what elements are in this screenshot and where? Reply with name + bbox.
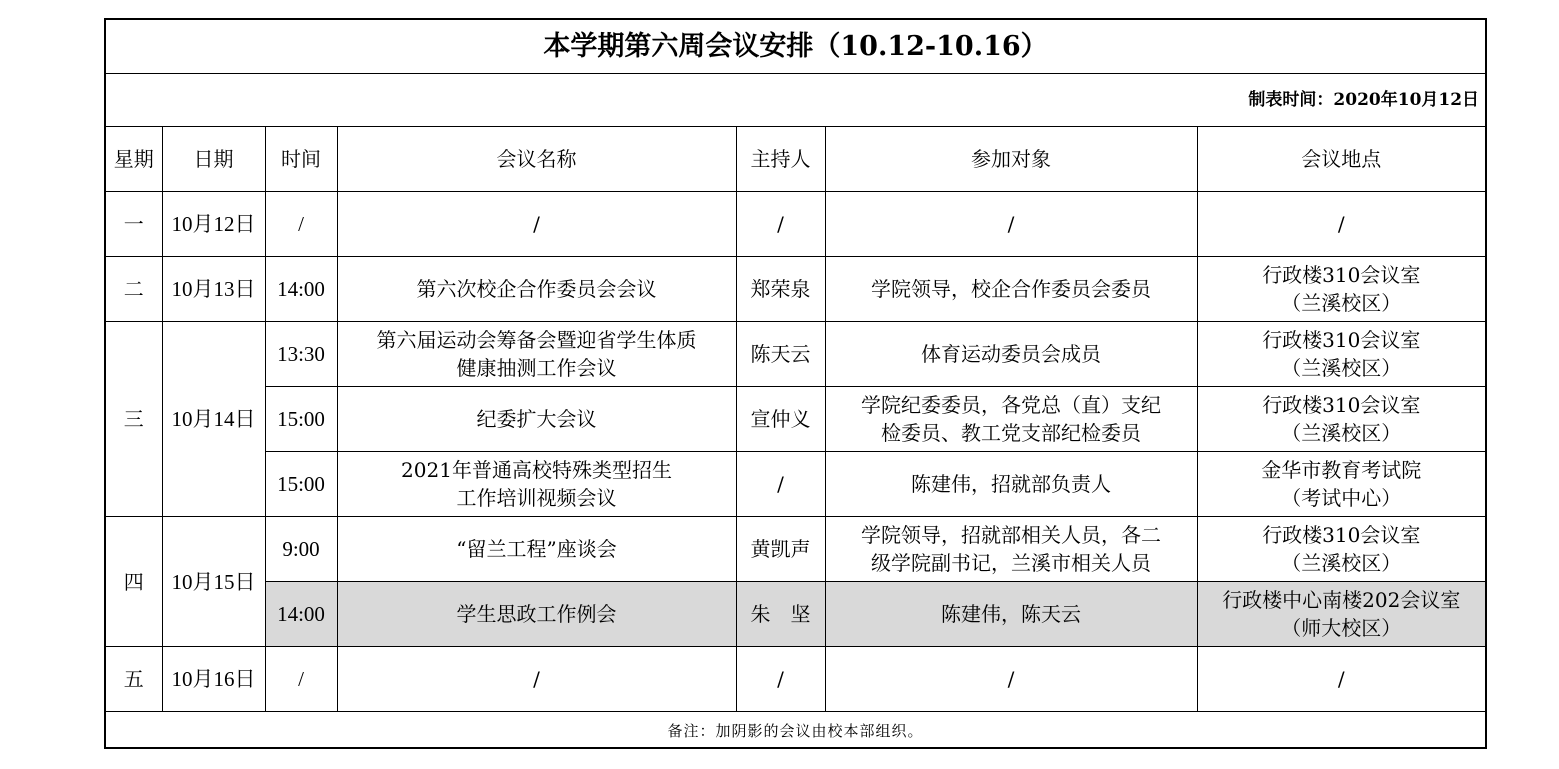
time-cell: /	[265, 192, 337, 257]
time-cell: 14:00	[265, 582, 337, 647]
host-cell: 黄凯声	[736, 517, 825, 582]
header-date: 日期	[162, 127, 265, 192]
host-cell: /	[736, 192, 825, 257]
host-cell: 陈天云	[736, 322, 825, 387]
made-time: 制表时间：2020年10月12日	[106, 74, 1485, 127]
table-row	[106, 322, 1485, 387]
host-cell: /	[736, 452, 825, 517]
attendees-cell: 陈建伟，陈天云	[825, 582, 1197, 647]
schedule-sheet	[104, 18, 1487, 749]
location-cell: 金华市教育考试院 （考试中心）	[1197, 452, 1485, 517]
attendees-cell: /	[825, 647, 1197, 712]
weekday-cell: 一	[106, 192, 162, 257]
table-row	[106, 192, 1485, 257]
time-cell: 9:00	[265, 517, 337, 582]
location-cell: 行政楼310会议室 （兰溪校区）	[1197, 257, 1485, 322]
weekday-cell: 三	[106, 322, 162, 517]
attendees-cell: 学院领导，招就部相关人员，各二 级学院副书记，兰溪市相关人员	[825, 517, 1197, 582]
location-cell: 行政楼310会议室 （兰溪校区）	[1197, 517, 1485, 582]
table-row	[106, 257, 1485, 322]
table-row-shaded	[106, 582, 1485, 647]
weekday-cell: 二	[106, 257, 162, 322]
weekday-cell: 四	[106, 517, 162, 647]
footnote: 备注：加阴影的会议由校本部组织。	[106, 712, 1485, 751]
date-cell: 10月16日	[162, 647, 265, 712]
date-cell: 10月14日	[162, 322, 265, 517]
meeting-table	[106, 20, 1485, 750]
time-cell: /	[265, 647, 337, 712]
table-title: 本学期第六周会议安排（10.12-10.16）	[106, 20, 1485, 74]
time-cell: 15:00	[265, 387, 337, 452]
name-cell: 第六届运动会筹备会暨迎省学生体质 健康抽测工作会议	[337, 322, 736, 387]
header-time: 时间	[265, 127, 337, 192]
header-attendees: 参加对象	[825, 127, 1197, 192]
host-cell: /	[736, 647, 825, 712]
name-cell: 2021年普通高校特殊类型招生 工作培训视频会议	[337, 452, 736, 517]
header-host: 主持人	[736, 127, 825, 192]
name-cell: /	[337, 647, 736, 712]
date-cell: 10月12日	[162, 192, 265, 257]
time-cell: 15:00	[265, 452, 337, 517]
name-cell: 第六次校企合作委员会会议	[337, 257, 736, 322]
table-row	[106, 387, 1485, 452]
name-cell: /	[337, 192, 736, 257]
attendees-cell: 陈建伟，招就部负责人	[825, 452, 1197, 517]
name-cell: “留兰工程”座谈会	[337, 517, 736, 582]
host-cell: 朱 坚	[736, 582, 825, 647]
header-name: 会议名称	[337, 127, 736, 192]
location-cell: 行政楼310会议室 （兰溪校区）	[1197, 387, 1485, 452]
attendees-cell: 学院领导，校企合作委员会委员	[825, 257, 1197, 322]
table-row	[106, 452, 1485, 517]
time-cell: 14:00	[265, 257, 337, 322]
attendees-cell: 体育运动委员会成员	[825, 322, 1197, 387]
table-row	[106, 517, 1485, 582]
name-cell: 学生思政工作例会	[337, 582, 736, 647]
date-cell: 10月15日	[162, 517, 265, 647]
location-cell: 行政楼中心南楼202会议室 （师大校区）	[1197, 582, 1485, 647]
location-cell: /	[1197, 647, 1485, 712]
date-cell: 10月13日	[162, 257, 265, 322]
time-cell: 13:30	[265, 322, 337, 387]
location-cell: 行政楼310会议室 （兰溪校区）	[1197, 322, 1485, 387]
attendees-cell: /	[825, 192, 1197, 257]
host-cell: 宣仲义	[736, 387, 825, 452]
location-cell: /	[1197, 192, 1485, 257]
header-weekday: 星期	[106, 127, 162, 192]
attendees-cell: 学院纪委委员，各党总（直）支纪 检委员、教工党支部纪检委员	[825, 387, 1197, 452]
table-row	[106, 647, 1485, 712]
weekday-cell: 五	[106, 647, 162, 712]
host-cell: 郑荣泉	[736, 257, 825, 322]
header-location: 会议地点	[1197, 127, 1485, 192]
name-cell: 纪委扩大会议	[337, 387, 736, 452]
